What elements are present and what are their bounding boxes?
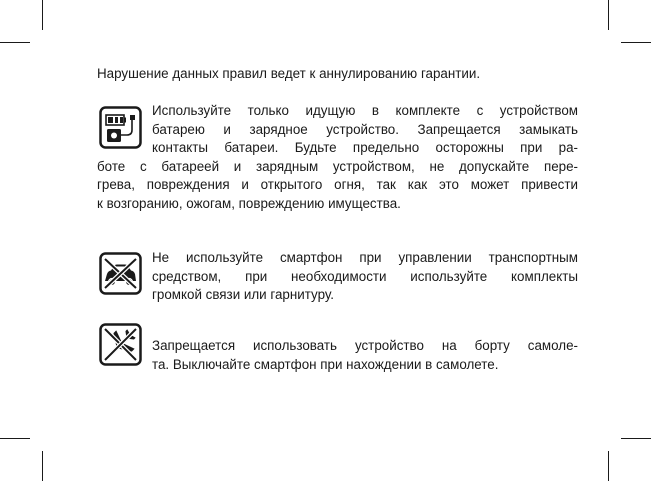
battery-paragraph	[152, 102, 578, 158]
crop-mark-top-left-horizontal	[0, 42, 30, 43]
no-phone-while-driving-icon	[99, 252, 142, 295]
crop-mark-top-left-vertical	[42, 0, 43, 30]
crop-mark-bottom-right-vertical	[608, 451, 609, 481]
battery-line: боте с батареей и зарядным устройством, не допускайте пере-	[97, 158, 578, 174]
crop-mark-bottom-left-vertical	[42, 451, 43, 481]
airplane-line: та. Выключайте смартфон при нахождении в самолете.	[152, 356, 499, 372]
battery-line: Используйте только идущую в комплекте с устройством	[152, 103, 578, 118]
battery-line: контакты батареи. Будьте предельно осторожны при ра-	[152, 140, 578, 155]
crop-mark-top-right-vertical	[608, 0, 609, 30]
driving-paragraph	[152, 249, 578, 305]
airplane-line: Запрещается использовать устройство на борту самоле-	[152, 338, 578, 353]
battery-paragraph-continued	[97, 158, 578, 214]
no-phone-on-airplane-icon	[99, 323, 142, 366]
crop-mark-bottom-left-horizontal	[0, 438, 30, 439]
battery-line: батарею и зарядное устройство. Запрещается замыкать	[152, 121, 578, 137]
crop-mark-top-right-horizontal	[621, 42, 651, 43]
battery-line: к возгоранию, ожогам, повреждению имущества.	[97, 195, 401, 211]
battery-line: грева, повреждения и открытого огня, так как это может привести	[97, 177, 578, 192]
airplane-paragraph	[152, 337, 578, 374]
driving-line: средством, при необходимости используйте комплекты	[152, 268, 578, 284]
crop-mark-bottom-right-horizontal	[621, 438, 651, 439]
warranty-notice: Нарушение данных правил ведет к аннулированию гарантии.	[97, 66, 481, 81]
driving-line: громкой связи или гарнитуру.	[152, 287, 334, 302]
driving-line: Не используйте смартфон при управлении транспортным	[152, 250, 578, 265]
battery-charger-icon	[99, 106, 142, 149]
